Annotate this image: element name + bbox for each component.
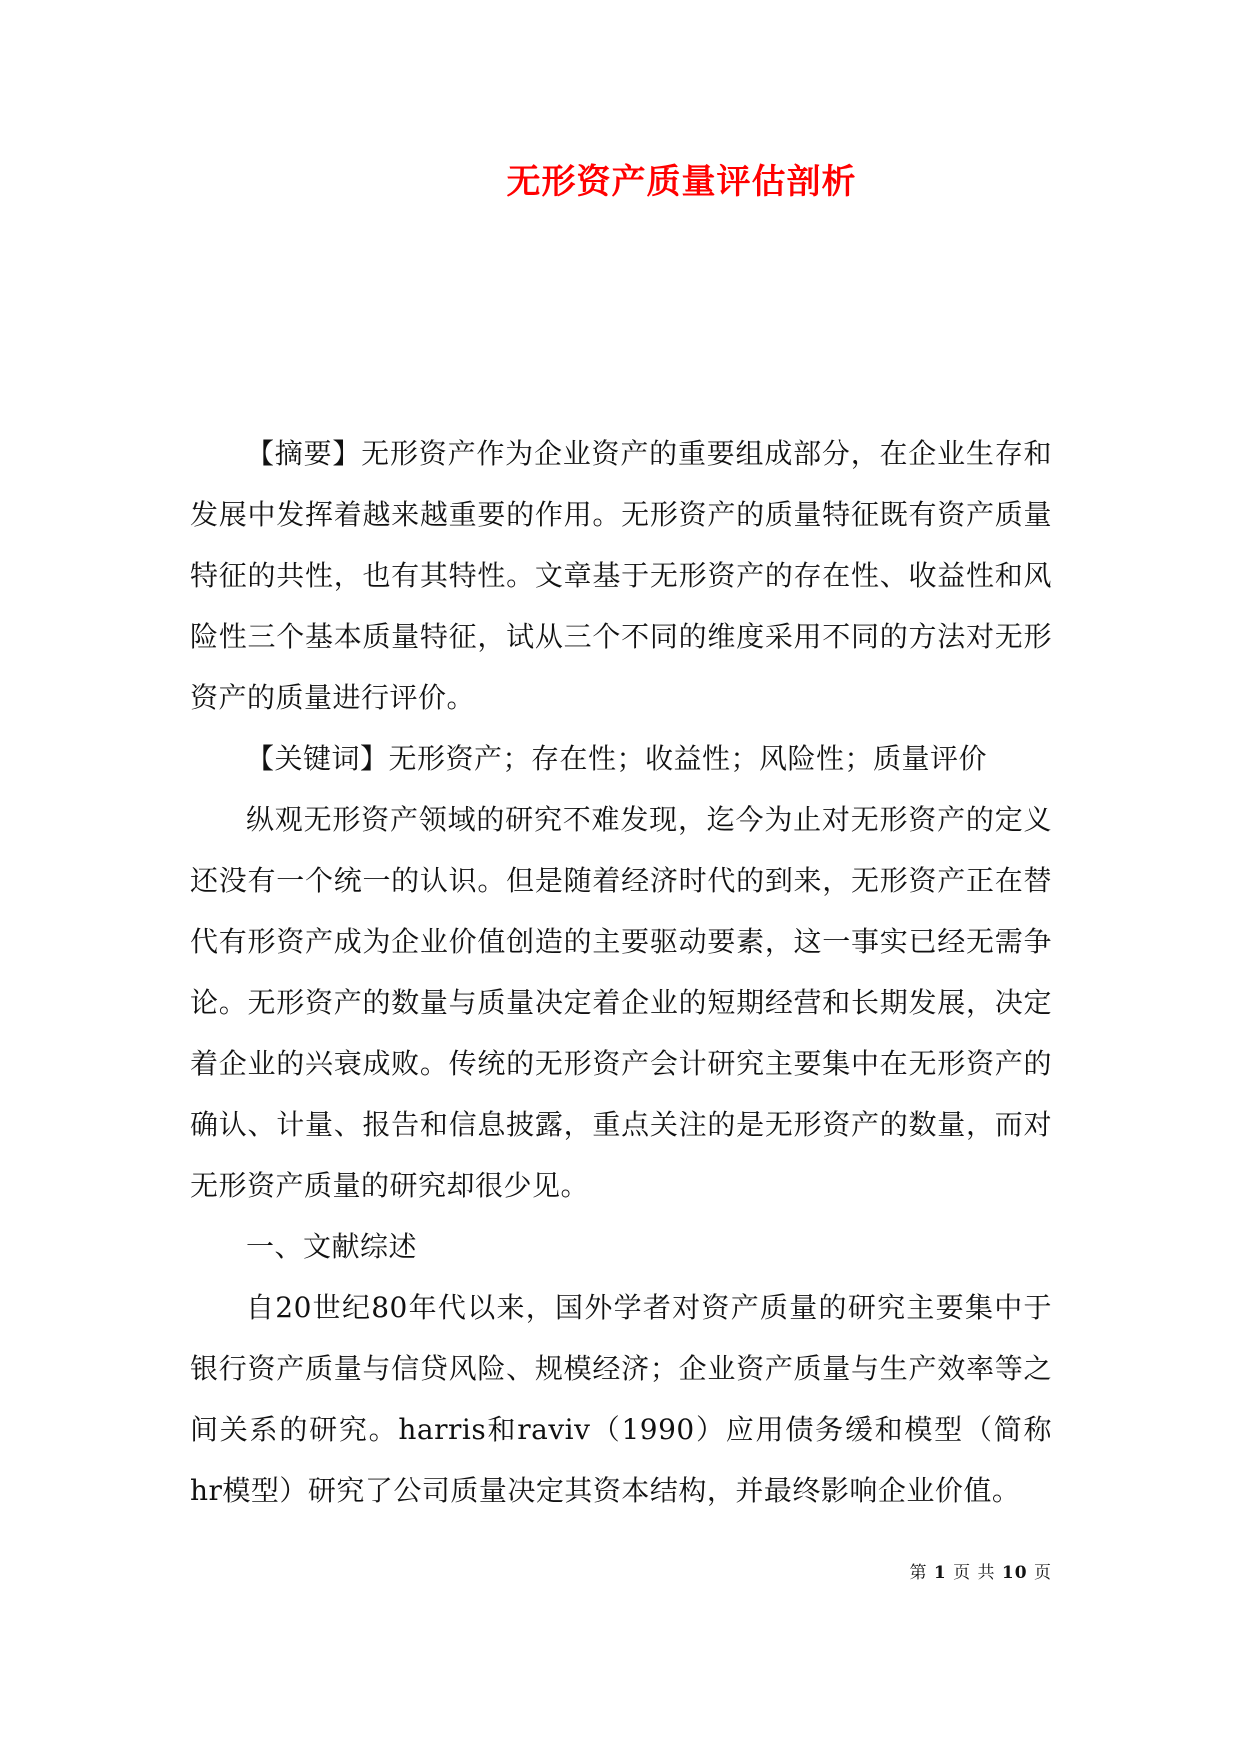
intro-paragraph: 纵观无形资产领域的研究不难发现，迄今为止对无形资产的定义还没有一个统一的认识。但是随着经济时代的到来，无形资产正在替代有形资产成为企业价值创造的主要驱动要素，这一事实已经无需争论。无形资产的数量与质量决定着企业的短期经营和长期发展，决定着企业的兴衰成败。传统的无形资产会计研究主要集中在无形资产的确认、计量、报告和信息披露，重点关注的是无形资产的数量，而对无形资产质量的研究却很少见。 (190, 803, 1052, 1202)
page-footer (0, 1562, 1052, 1584)
abstract-paragraph: 【摘要】无形资产作为企业资产的重要组成部分，在企业生存和发展中发挥着越来越重要的作用。无形资产的质量特征既有资产质量特征的共性，也有其特性。文章基于无形资产的存在性、收益性和风险性三个基本质量特征，试从三个不同的维度采用不同的方法对无形资产的质量进行评价。 (190, 437, 1052, 714)
footer-suffix: 页 (1034, 1563, 1052, 1583)
document-body (190, 423, 1052, 1521)
document-title: 无形资产质量评估剖析 (506, 162, 857, 202)
footer-prefix: 第 (909, 1563, 928, 1583)
section-heading: 一、文献综述 (246, 1230, 418, 1263)
footer-page-number: 1 (933, 1563, 947, 1583)
footer-middle: 页 共 (953, 1563, 996, 1583)
footer-total-pages: 10 (1001, 1563, 1028, 1583)
keywords-paragraph: 【关键词】无形资产；存在性；收益性；风险性；质量评价 (246, 742, 988, 775)
literature-paragraph: 自20世纪80年代以来，国外学者对资产质量的研究主要集中于银行资产质量与信贷风险、规模经济；企业资产质量与生产效率等之间关系的研究。harris和raviv（1990）应用债务缓和模型（简称hr模型）研究了公司质量决定其资本结构，并最终影响企业价值。 (190, 1291, 1052, 1507)
